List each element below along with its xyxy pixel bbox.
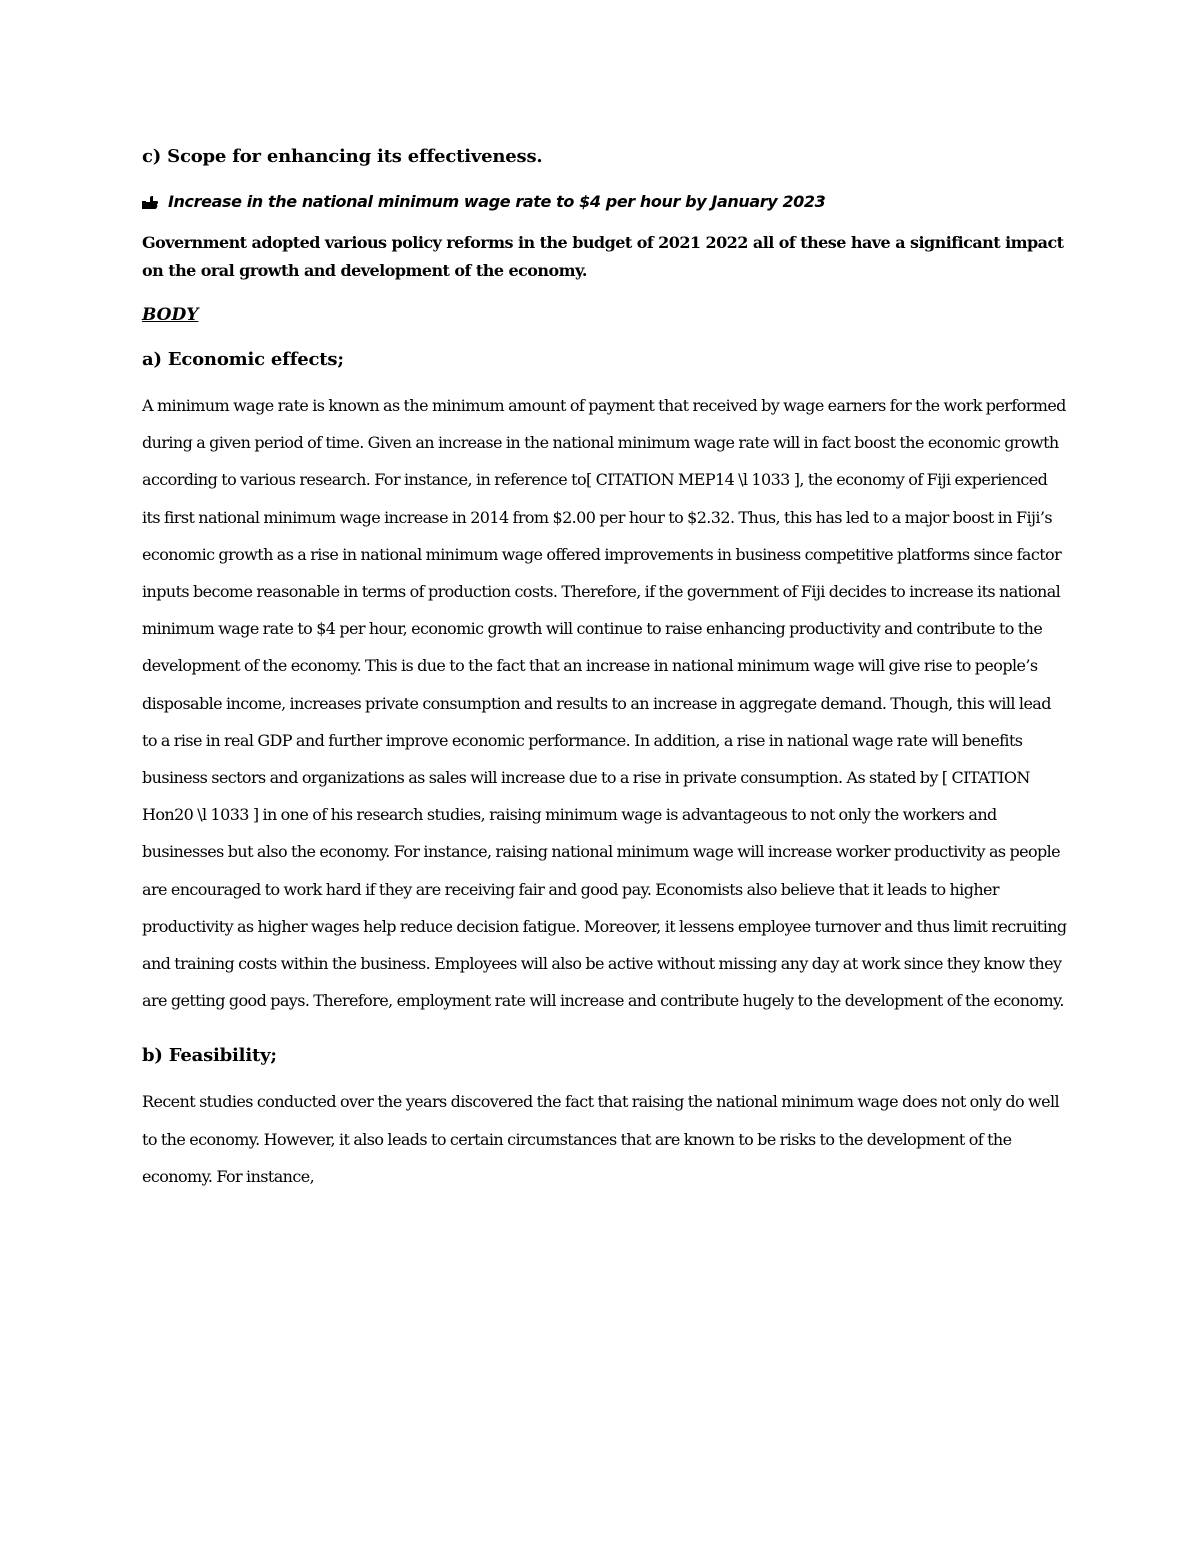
- section-b-heading: b) Feasibility;: [142, 1045, 277, 1067]
- section-a-heading: a) Economic effects;: [142, 349, 344, 370]
- body-label: BODY: [142, 305, 199, 325]
- section-a-paragraph: A minimum wage rate is known as the minimum amount of payment that received by wage earners for the work performed during a given period of time. Given an increase in the national minimum wage rate will in fact boost the economic growth according to various research. For instance, in reference to[ CITATION MEP14 \l 1033 ], the economy of Fiji experienced its first national minimum wage increase in 2014 from $2.00 per hour to $2.32. Thus, this has led to a major boost in Fiji’s economic growth as a rise in national minimum wage offered improvements in business competitive platforms since factor inputs become reasonable in terms of production costs. Therefore, if the government of Fiji decides to increase its national minimum wage rate to $4 per hour, economic growth will continue to raise enhancing productivity and contribute to the development of the economy. This is due to the fact that an increase in national minimum wage will give rise to people’s disposable income, increases private consumption and results to an increase in aggregate demand. Though, this will lead to a rise in real GDP and further improve economic performance. In addition, a rise in national wage rate will benefits business sectors and organizations as sales will increase due to a rise in private consumption. As stated by [ CITATION Hon20 \l 1033 ] in one of his research studies, raising minimum wage is advantageous to not only the workers and businesses but also the economy. For instance, raising national minimum wage will increase worker productivity as people are encouraged to work hard if they are receiving fair and good pay. Economists also believe that it leads to higher productivity as higher wages help reduce decision fatigue. Moreover, it lessens employee turnover and thus limit recruiting and training costs within the business. Employees will also be active without missing any day at work since they know they are getting good pays. Therefore, employment rate will increase and contribute hugely to the development of the economy.: [142, 396, 1067, 1011]
- section-b-paragraph: Recent studies conducted over the years discovered the fact that raising the national minimum wage does not only do well to the economy. However, it also leads to certain circumstances that are known to be risks to the development of the economy. For instance,: [142, 1092, 1059, 1186]
- bullet-text: Increase in the national minimum wage rate to $4 per hour by January 2023: [168, 192, 826, 211]
- bullet-item: [142, 189, 1067, 215]
- document-content: [142, 139, 1067, 1195]
- hand-pointer-icon: [142, 196, 158, 209]
- scope-heading: c) Scope for enhancing its effectiveness.: [142, 146, 543, 167]
- intro-paragraph: Government adopted various policy reforms in the budget of 2021 2022 all of these have a significant impact on the oral growth and development of the economy.: [142, 233, 1064, 280]
